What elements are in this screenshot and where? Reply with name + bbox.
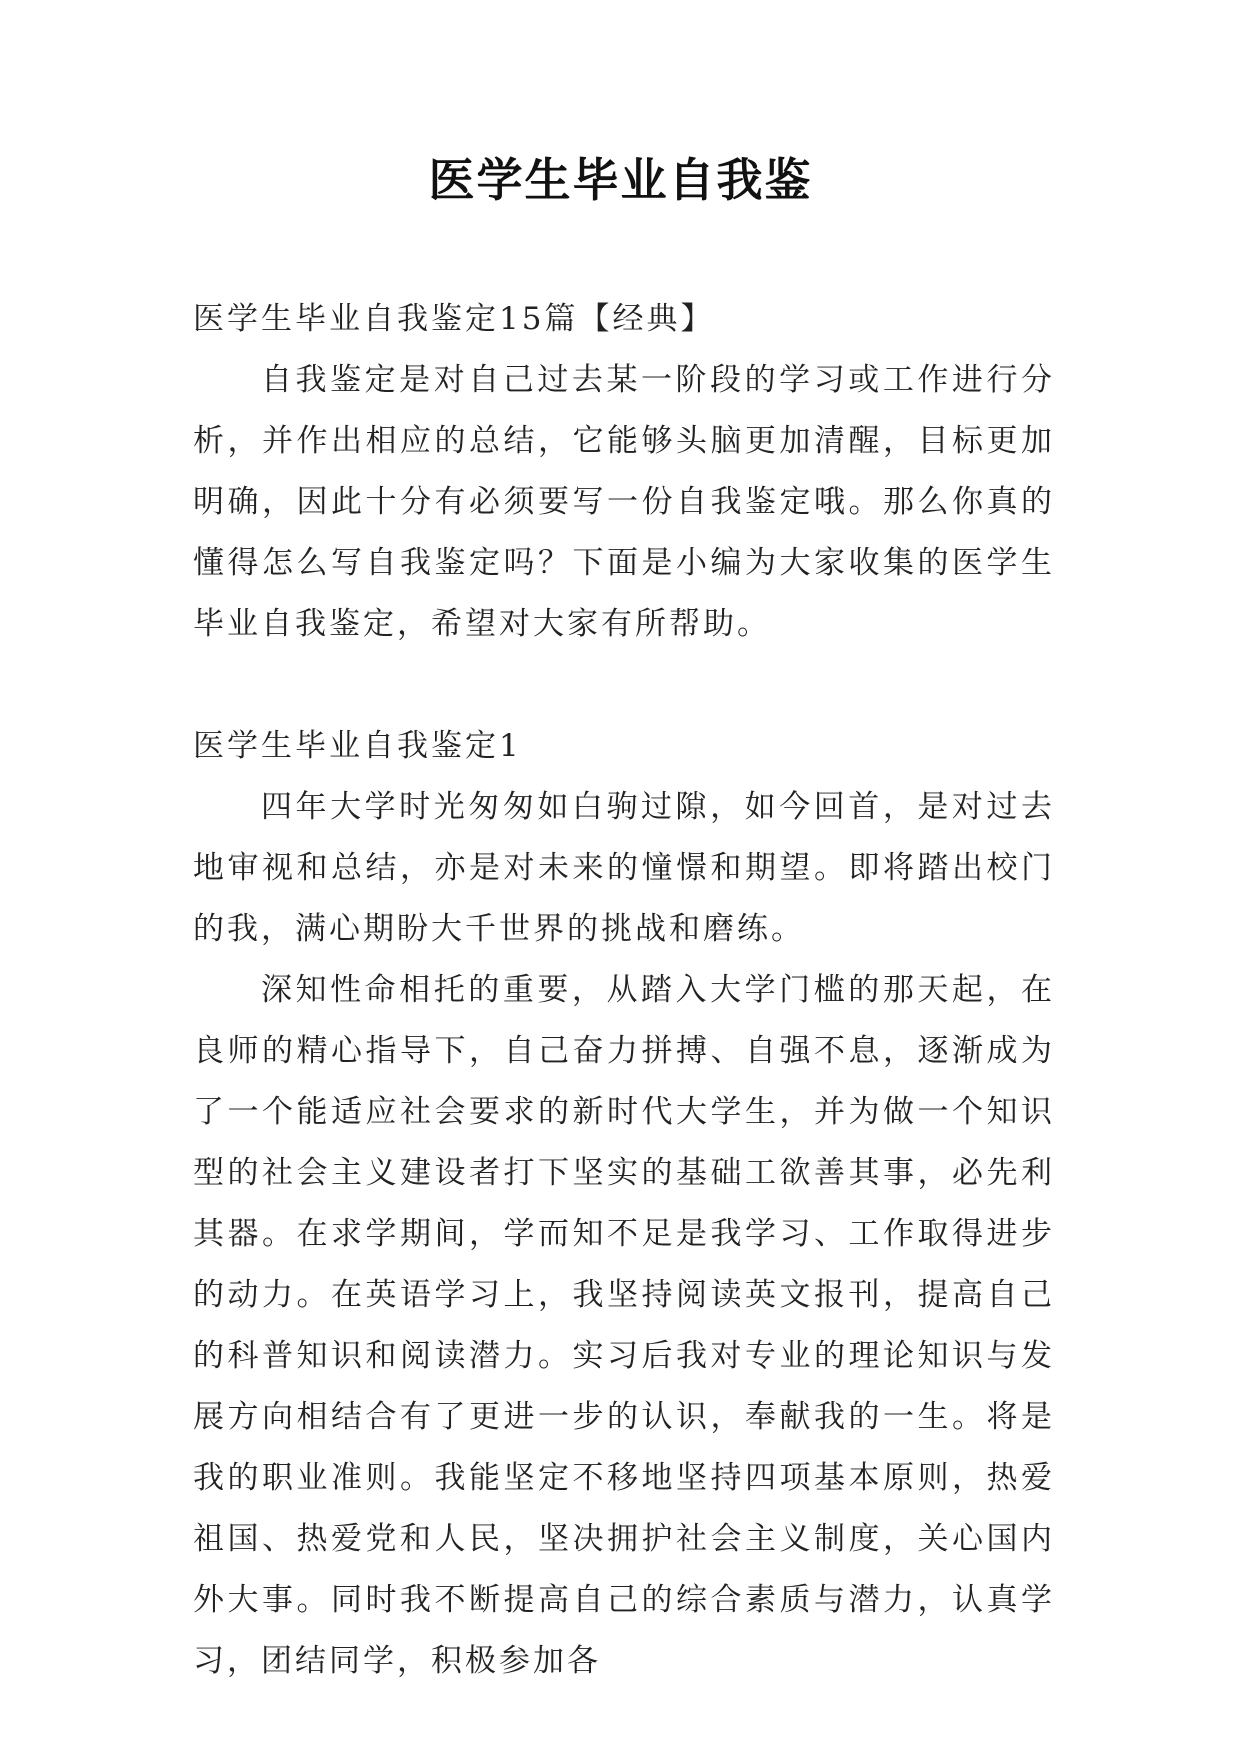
section-heading: 医学生毕业自我鉴定1 — [193, 728, 522, 764]
document-title: 医学生毕业自我鉴 — [428, 153, 813, 207]
document-subtitle: 医学生毕业自我鉴定15篇【经典】 — [193, 301, 715, 337]
paragraph-spacer — [193, 655, 1055, 716]
document-body — [193, 289, 1055, 1692]
intro-paragraph: 自我鉴定是对自己过去某一阶段的学习或工作进行分析，并作出相应的总结，它能够头脑更加清醒，目标更加明确，因此十分有必须要写一份自我鉴定哦。那么你真的懂得怎么写自我鉴定吗？下面是小编为大家收集的医学生毕业自我鉴定，希望对大家有所帮助。 — [193, 362, 1055, 642]
body-paragraph: 深知性命相托的重要，从踏入大学门槛的那天起，在良师的精心指导下，自己奋力拼搏、自强不息，逐渐成为了一个能适应社会要求的新时代大学生，并为做一个知识型的社会主义建设者打下坚实的基础工欲善其事，必先利其器。在求学期间，学而知不足是我学习、工作取得进步的动力。在英语学习上，我坚持阅读英文报刊，提高自己的科普知识和阅读潜力。实习后我对专业的理论知识与发展方向相结合有了更进一步的认识，奉献我的一生。将是我的职业准则。我能坚定不移地坚持四项基本原则，热爱祖国、热爱党和人民，坚决拥护社会主义制度，关心国内外大事。同时我不断提高自己的综合素质与潜力，认真学习，团结同学，积极参加各 — [193, 972, 1055, 1679]
body-paragraph: 四年大学时光匆匆如白驹过隙，如今回首，是对过去地审视和总结，亦是对未来的憧憬和期望。即将踏出校门的我，满心期盼大千世界的挑战和磨练。 — [193, 789, 1055, 947]
